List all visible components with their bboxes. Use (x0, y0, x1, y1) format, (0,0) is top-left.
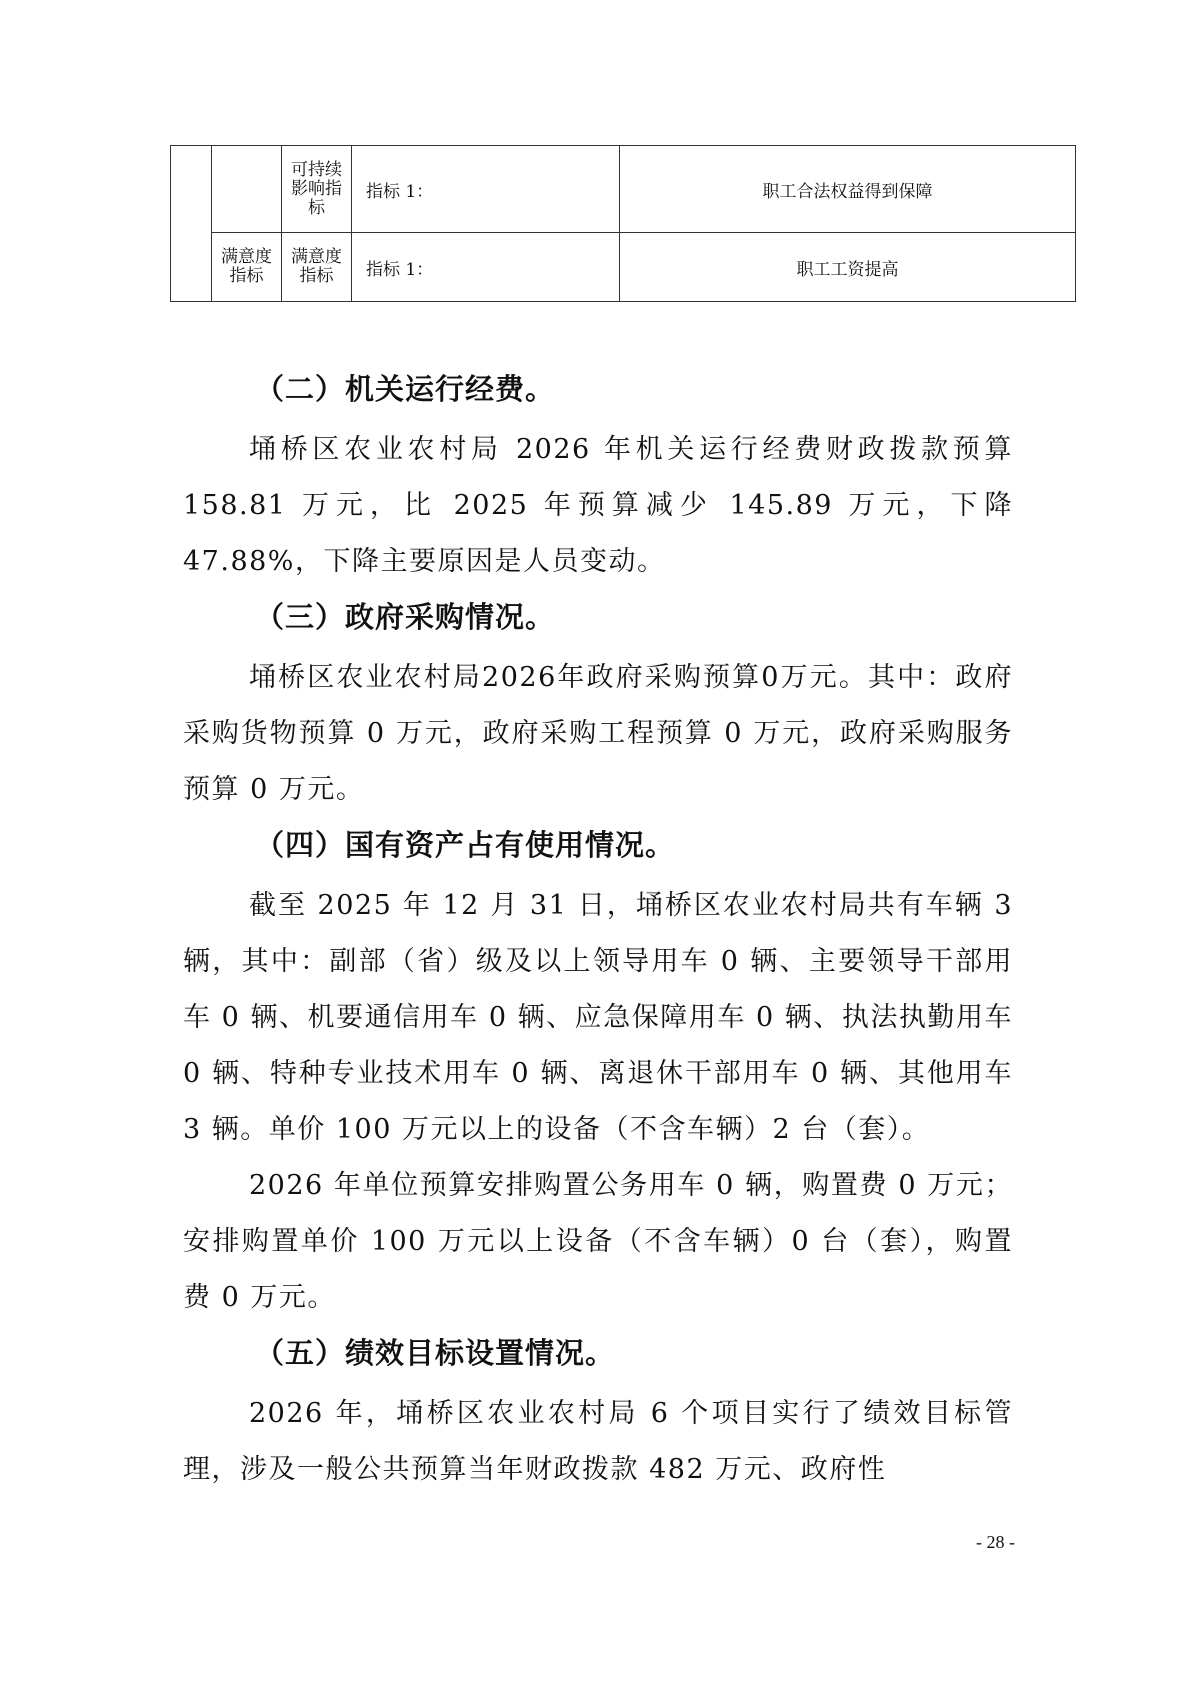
section-heading: （四）国有资产占有使用情况。 (255, 828, 676, 862)
section-heading: （三）政府采购情况。 (255, 600, 556, 634)
table-cell-level2: 满意度指标 (212, 233, 282, 302)
paragraph: 埇桥区农业农村局 2026 年机关运行经费财政拨款预算 158.81 万元，比 2025 年预算减少 145.89 万元，下降 47.88%，下降主要原因是人员变动。 (183, 434, 1013, 577)
body-content (183, 374, 1013, 1498)
paragraph: 2026 年，埇桥区农业农村局 6 个项目实行了绩效目标管理，涉及一般公共预算当年财政拨款 482 万元、政府性 (183, 1398, 1013, 1485)
table-row (171, 233, 1076, 302)
table-cell-value: 职工合法权益得到保障 (620, 146, 1076, 233)
performance-indicator-table (170, 145, 1076, 302)
table-row (171, 146, 1076, 233)
table-cell-indicator: 指标 1： (352, 233, 620, 302)
section-heading: （二）机关运行经费。 (255, 372, 556, 406)
table-cell-indicator: 指标 1： (352, 146, 620, 233)
paragraph: 2026 年单位预算安排购置公务用车 0 辆，购置费 0 万元；安排购置单价 100 万元以上设备（不含车辆）0 台（套），购置费 0 万元。 (183, 1170, 1013, 1313)
table-cell-value: 职工工资提高 (620, 233, 1076, 302)
page-number: - 28 - (976, 1532, 1015, 1552)
table-cell-level1 (171, 146, 212, 302)
table-cell-level2 (212, 146, 282, 233)
table-cell-level3: 满意度指标 (282, 233, 352, 302)
paragraph: 截至 2025 年 12 月 31 日，埇桥区农业农村局共有车辆 3 辆，其中：副部（省）级及以上领导用车 0 辆、主要领导干部用车 0 辆、机要通信用车 0 辆、应急保障用车 0 辆、执法执勤用车 0 辆、特种专业技术用车 0 辆、离退休干部用车 0 辆、其他用车 3 辆。单价 100 万元以上的设备（不含车辆）2 台（套）。 (183, 890, 1013, 1145)
table-cell-level3: 可持续影响指标 (282, 146, 352, 233)
section-heading: （五）绩效目标设置情况。 (255, 1336, 616, 1370)
paragraph: 埇桥区农业农村局2026年政府采购预算0万元。其中：政府采购货物预算 0 万元，政府采购工程预算 0 万元，政府采购服务预算 0 万元。 (183, 662, 1013, 805)
